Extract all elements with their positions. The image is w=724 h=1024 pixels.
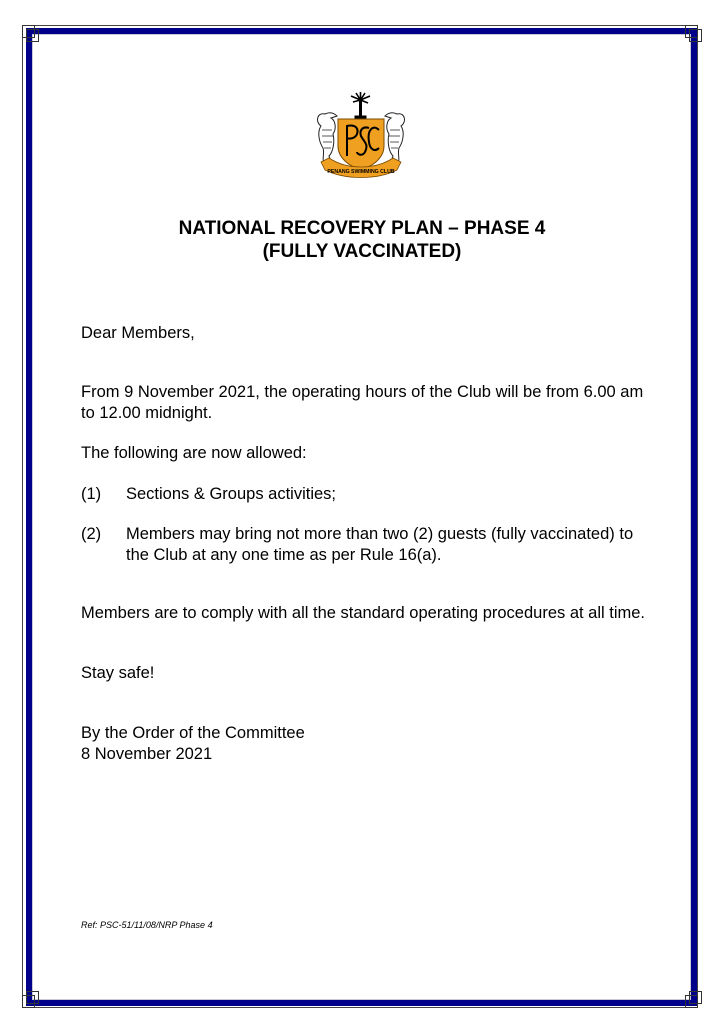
corner-ornament-top-left-inner xyxy=(26,29,39,42)
shield-icon xyxy=(338,119,384,170)
club-crest-logo xyxy=(311,92,411,178)
list-item-number: (1) xyxy=(81,485,102,503)
title-line-2: (FULLY VACCINATED) xyxy=(262,241,462,262)
corner-ornament-top-right-inner xyxy=(689,29,702,42)
border-inner-line xyxy=(32,34,691,1000)
salutation: Dear Members, xyxy=(81,324,195,342)
corner-ornament-bottom-left-inner xyxy=(26,991,39,1004)
seahorse-right-icon xyxy=(385,113,404,165)
signature-line: By the Order of the Committee xyxy=(81,724,305,742)
seahorse-left-icon xyxy=(318,113,337,165)
document-date: 8 November 2021 xyxy=(81,745,213,763)
compliance-paragraph: Members are to comply with all the standard operating procedures at all time. xyxy=(81,604,646,622)
reference-number: Ref: PSC-51/11/08/NRP Phase 4 xyxy=(81,920,213,930)
corner-ornament-bottom-right-inner xyxy=(689,991,702,1004)
page-title xyxy=(0,217,724,263)
allowed-intro: The following are now allowed: xyxy=(81,444,307,462)
title-line-1: NATIONAL RECOVERY PLAN – PHASE 4 xyxy=(178,218,546,239)
operating-hours-paragraph: From 9 November 2021, the operating hours of the Club will be from 6.00 am to 12.00 midnight. xyxy=(81,383,644,422)
list-item-text: Members may bring not more than two (2) guests (fully vaccinated) to the Club at any one time as per Rule 16(a). xyxy=(126,525,634,564)
list-item-text: Sections & Groups activities; xyxy=(126,485,337,503)
list-item-number: (2) xyxy=(81,525,102,543)
palm-tree-icon xyxy=(351,92,370,118)
closing-line: Stay safe! xyxy=(81,664,155,682)
svg-text:PENANG SWIMMING CLUB: PENANG SWIMMING CLUB xyxy=(327,169,395,175)
